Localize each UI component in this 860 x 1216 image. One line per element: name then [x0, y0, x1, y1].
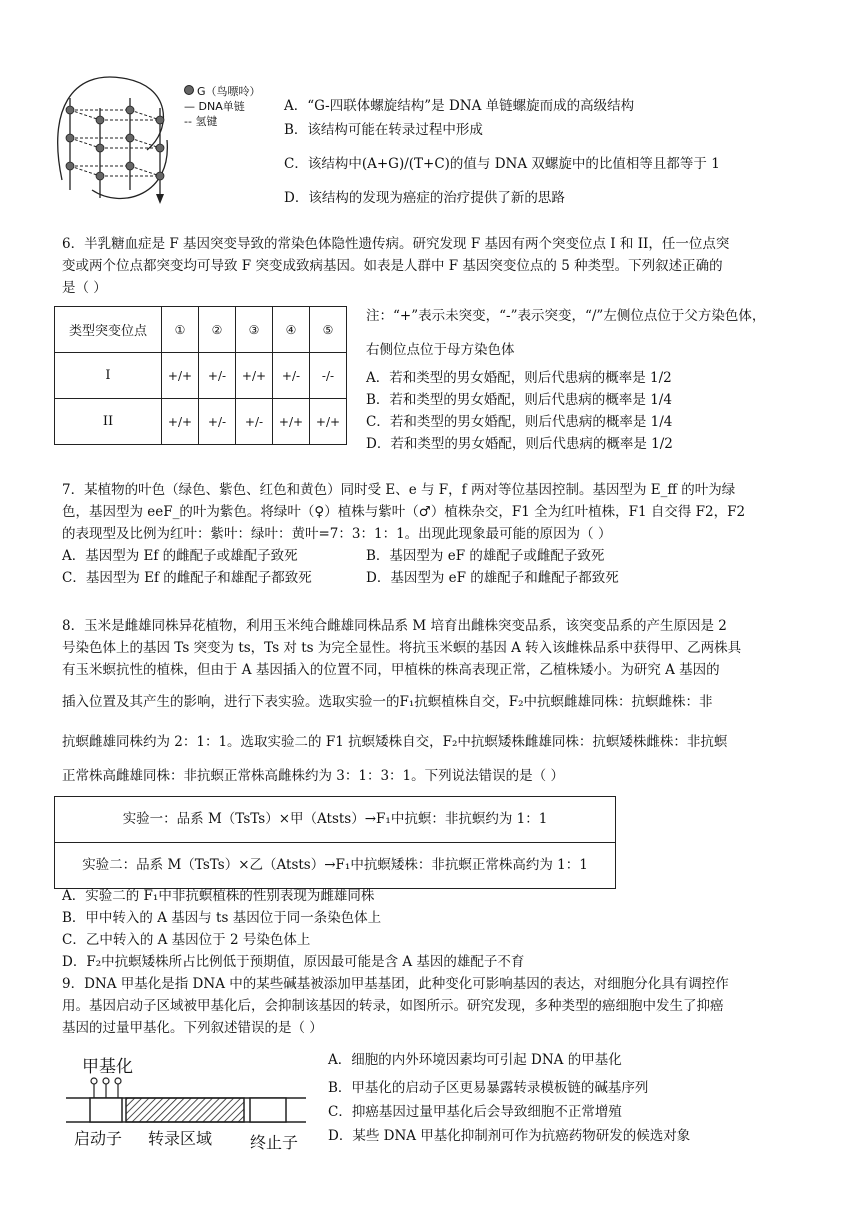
q7-option-c: C．基因型为 Ef 的雌配子和雄配子都致死: [62, 570, 312, 586]
q6-stem-2: 变或两个位点都突变均可导致 F 突变成致病基因。如表是人群中 F 基因突变位点的 5 种类型。下列叙述正确的: [62, 258, 723, 274]
methylation-figure: [62, 1050, 312, 1150]
cell: +/-: [273, 353, 310, 399]
q9-option-b: B．甲基化的启动子区更易暴露转录模板链的碱基序列: [328, 1080, 649, 1096]
legend-g: G（鸟嘌呤）: [197, 85, 261, 98]
g-dot-icon: [184, 85, 194, 95]
q8-option-c: C．乙中转入的 A 基因位于 2 号染色体上: [62, 932, 311, 948]
methylation-label: 甲基化: [82, 1057, 133, 1077]
mutation-type-table: [54, 306, 347, 445]
q5-option-b: B．该结构可能在转录过程中形成: [284, 122, 483, 138]
q9-stem-1: 9．DNA 甲基化是指 DNA 中的某些碱基被添加甲基基团，此种变化可影响基因的表达，对细胞分化具有调控作: [62, 976, 729, 992]
cell: +/+: [310, 399, 347, 445]
q9-option-a: A．细胞的内外环境因素均可引起 DNA 的甲基化: [328, 1052, 622, 1068]
q8-option-b: B．甲中转入的 A 基因与 ts 基因位于同一条染色体上: [62, 910, 382, 926]
q7-stem-2: 色，基因型为 eeF_的叶为紫色。将绿叶（♀）植株与紫叶（♂）植株杂交，F1 全为红叶植株，F1 自交得 F2，F2: [62, 504, 746, 520]
q8-stem-5: 抗螟雌雄同株约为 2：1：1。选取实验二的 F1 抗螟矮株自交，F₂中抗螟矮株雌雄同株：抗螟矮株雌株：非抗螟: [62, 734, 728, 750]
q6-note-1: 注：“+”表示未突变，“-”表示突变，“/”左侧位点位于父方染色体，: [366, 308, 766, 324]
q8-stem-3: 有玉米螟抗性的植株，但由于 A 基因插入的位置不同，甲植株的株高表现正常，乙植株矮小。为研究 A 基因的: [62, 662, 720, 678]
row-label: II: [55, 399, 162, 445]
col-2: ②: [199, 307, 236, 353]
table-row: [55, 353, 347, 399]
q7-stem-1: 7．某植物的叶色（绿色、紫色、红色和黄色）同时受 E、e 与 F，f 两对等位基因控制。基因型为 E_ff 的叶为绿: [62, 482, 736, 498]
q8-stem-2: 号染色体上的基因 Ts 突变为 ts，Ts 对 ts 为完全显性。将抗玉米螟的基因 A 转入该雌株品系中获得甲、乙两株具: [62, 640, 742, 656]
solid-line-icon: —: [184, 100, 199, 113]
q6-option-d: D．若和类型的男女婚配，则后代患病的概率是 1/2: [366, 436, 673, 452]
table-header: 类型突变位点: [55, 307, 162, 353]
col-3: ③: [236, 307, 273, 353]
q6-option-b: B．若和类型的男女婚配，则后代患病的概率是 1/4: [366, 392, 672, 408]
gene-diagram: [62, 1050, 312, 1130]
col-4: ④: [273, 307, 310, 353]
q6-stem-3: 是（ ）: [62, 280, 107, 296]
q9-stem-2: 用。基因启动子区域被甲基化后，会抑制该基因的转录，如图所示。研究发现，多种类型的癌细胞中发生了抑癌: [62, 998, 724, 1014]
q5-option-d: D．该结构的发现为癌症的治疗提供了新的思路: [284, 190, 565, 206]
terminator-label: 终止子: [250, 1133, 299, 1152]
q5-option-a: A．“G-四联体螺旋结构”是 DNA 单链螺旋而成的高级结构: [284, 98, 635, 114]
cell: +/+: [273, 399, 310, 445]
q7-option-b: B．基因型为 eF 的雄配子或雌配子致死: [366, 548, 605, 564]
q8-stem-1: 8．玉米是雌雄同株异花植物，利用玉米纯合雌雄同株品系 M 培育出雌株突变品系，该突变品系的产生原因是 2: [62, 618, 727, 634]
g-quadruplex-figure: [52, 70, 192, 210]
dashed-line-icon: --: [184, 115, 196, 128]
q8-stem-4: 插入位置及其产生的影响，进行下表实验。选取实验一的F₁抗螟植株自交，F₂中抗螟雌雄同株：抗螟雌株：非: [62, 694, 713, 710]
experiment-box: [54, 796, 616, 889]
cell: +/+: [162, 399, 199, 445]
q7-option-a: A．基因型为 Ef 的雌配子或雄配子致死: [62, 548, 298, 564]
q8-option-d: D．F₂中抗螟矮株所占比例低于预期值，原因最可能是含 A 基因的雄配子不育: [62, 954, 525, 970]
cell: -/-: [310, 353, 347, 399]
transcription-region-label: 转录区域: [148, 1129, 213, 1148]
q6-option-a: A．若和类型的男女婚配，则后代患病的概率是 1/2: [366, 370, 672, 386]
legend-hbond: 氢键: [195, 115, 218, 128]
q7-option-d: D．基因型为 eF 的雄配子和雌配子都致死: [366, 570, 619, 586]
q9-stem-3: 基因的过量甲基化。下列叙述错误的是（ ）: [62, 1020, 323, 1036]
q8-stem-6: 正常株高雌雄同株：非抗螟正常株高雌株约为 3：1：3：1。下列说法错误的是（ ）: [62, 768, 564, 784]
q7-stem-3: 的表现型及比例为红叶：紫叶：绿叶：黄叶=7：3：1：1。出现此现象最可能的原因为（ ）: [62, 526, 612, 542]
figure-legend: [184, 84, 261, 129]
q6-option-c: C．若和类型的男女婚配，则后代患病的概率是 1/4: [366, 414, 673, 430]
legend-dna: DNA单链: [198, 100, 245, 113]
q9-option-c: C．抑癌基因过量甲基化后会导致细胞不正常增殖: [328, 1104, 622, 1120]
cell: +/+: [162, 353, 199, 399]
col-1: ①: [162, 307, 199, 353]
q6-stem-1: 6．半乳糖血症是 F 基因突变导致的常染色体隐性遗传病。研究发现 F 基因有两个突变位点 I 和 II，任一位点突: [62, 236, 730, 252]
table-header-row: [55, 307, 347, 353]
q9-option-d: D．某些 DNA 甲基化抑制剂可作为抗癌药物研发的候选对象: [328, 1128, 691, 1144]
q5-option-c: C．该结构中(A+G)/(T+C)的值与 DNA 双螺旋中的比值相等且都等于 1: [284, 156, 720, 172]
cell: +/-: [236, 399, 273, 445]
cell: +/+: [236, 353, 273, 399]
table-row: [55, 399, 347, 445]
row-label: I: [55, 353, 162, 399]
experiment-2: 实验二：品系 M（TsTs）×乙（Atsts）→F₁中抗螟矮株：非抗螟正常株高约为 1：1: [55, 842, 615, 888]
cell: +/-: [199, 353, 236, 399]
col-5: ⑤: [310, 307, 347, 353]
experiment-1: 实验一：品系 M（TsTs）×甲（Atsts）→F₁中抗螟：非抗螟约为 1：1: [122, 811, 548, 827]
q8-option-a: A．实验二的 F₁中非抗螟植株的性别表现为雌雄同株: [62, 888, 375, 904]
promoter-label: 启动子: [74, 1129, 123, 1148]
q6-note-2: 右侧位点位于母方染色体: [366, 342, 515, 358]
cell: +/-: [199, 399, 236, 445]
